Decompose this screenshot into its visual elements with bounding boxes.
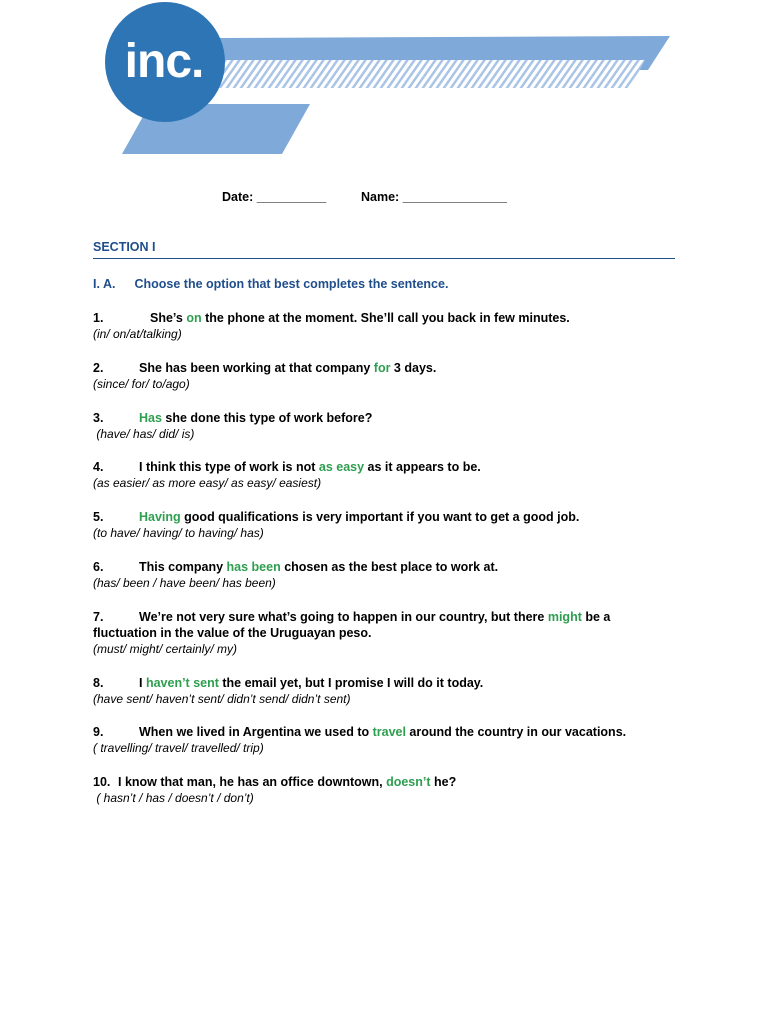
question-number: 7.: [93, 610, 104, 624]
answer: travel: [372, 725, 406, 739]
answer: has been: [226, 560, 281, 574]
answer: for: [373, 361, 391, 375]
answer-options: (have sent/ haven’t sent/ didn’t send/ didn’t sent): [93, 692, 351, 706]
question-text-after: chosen as the best place to work at.: [280, 560, 499, 574]
question-text-after: as it appears to be.: [364, 460, 481, 474]
answer-options: (to have/ having/ to having/ has): [93, 526, 264, 540]
answer: as easy: [318, 460, 365, 474]
instruction-label: I. A.: [93, 277, 116, 291]
question-9: [93, 724, 653, 756]
answer: haven’t sent: [145, 676, 219, 690]
question-8: [93, 675, 653, 707]
question-text-after: he?: [430, 775, 457, 789]
question-text-after: the email yet, but I promise I will do it today.: [218, 676, 484, 690]
section-divider: [93, 258, 675, 259]
question-number: 8.: [93, 676, 104, 690]
answer-options: (since/ for/ to/ago): [93, 377, 190, 391]
answer-options: (have/ has/ did/ is): [93, 427, 195, 441]
question-text-before: This company: [139, 560, 227, 574]
question-number: 5.: [93, 510, 104, 524]
answer: doesn’t: [386, 775, 431, 789]
question-number: 1.: [93, 311, 104, 325]
question-4: [93, 459, 653, 491]
question-text-after: be a: [581, 610, 611, 624]
answer: might: [547, 610, 582, 624]
question-text-after: good qualifications is very important if you want to get a good job.: [180, 510, 580, 524]
question-number: 3.: [93, 411, 104, 425]
question-text-after: around the country in our vacations.: [405, 725, 627, 739]
question-2: [93, 360, 653, 392]
question-text-before: She’s: [150, 311, 187, 325]
question-10: [93, 774, 653, 806]
question-number: 9.: [93, 725, 104, 739]
logo-band-hatched: [175, 60, 645, 88]
question-number: 6.: [93, 560, 104, 574]
answer-options: (must/ might/ certainly/ my): [93, 642, 238, 656]
question-text-continued: fluctuation in the value of the Uruguayan peso.: [93, 626, 372, 640]
question-number: 10.: [93, 775, 111, 789]
question-text-before: I think this type of work is not: [139, 460, 319, 474]
question-text-after: she done this type of work before?: [161, 411, 373, 425]
question-text-before: We’re not very sure what’s going to happen in our country, but there: [139, 610, 548, 624]
instruction-text: Choose the option that best completes the sentence.: [134, 277, 449, 291]
question-text-after: the phone at the moment. She’ll call you back in few minutes.: [201, 311, 570, 325]
question-5: [93, 509, 653, 541]
question-text-after: 3 days.: [390, 361, 437, 375]
answer: on: [186, 311, 202, 325]
instruction: [93, 277, 448, 291]
question-number: 2.: [93, 361, 104, 375]
answer-options: (has/ been / have been/ has been): [93, 576, 276, 590]
question-6: [93, 559, 653, 591]
answer: Having: [139, 510, 181, 524]
answer: Has: [139, 411, 162, 425]
date-field[interactable]: Date: __________: [222, 190, 327, 204]
question-7: [93, 609, 653, 657]
answer-options: ( hasn’t / has / doesn’t / don’t): [93, 791, 254, 805]
name-field[interactable]: Name: _______________: [361, 190, 507, 204]
question-number: 4.: [93, 460, 104, 474]
answer-options: (in/ on/at/talking): [93, 327, 182, 341]
answer-options: ( travelling/ travel/ travelled/ trip): [93, 741, 264, 755]
question-text-before: I: [139, 676, 146, 690]
logo-text: inc.: [124, 35, 204, 88]
question-text-before: I know that man, he has an office downtown,: [118, 775, 387, 789]
question-3: [93, 410, 653, 442]
question-text-before: When we lived in Argentina we used to: [139, 725, 373, 739]
section-title: SECTION I: [93, 240, 156, 254]
answer-options: (as easier/ as more easy/ as easy/ easiest): [93, 476, 322, 490]
question-text-before: She has been working at that company: [139, 361, 374, 375]
question-1: [93, 310, 653, 342]
